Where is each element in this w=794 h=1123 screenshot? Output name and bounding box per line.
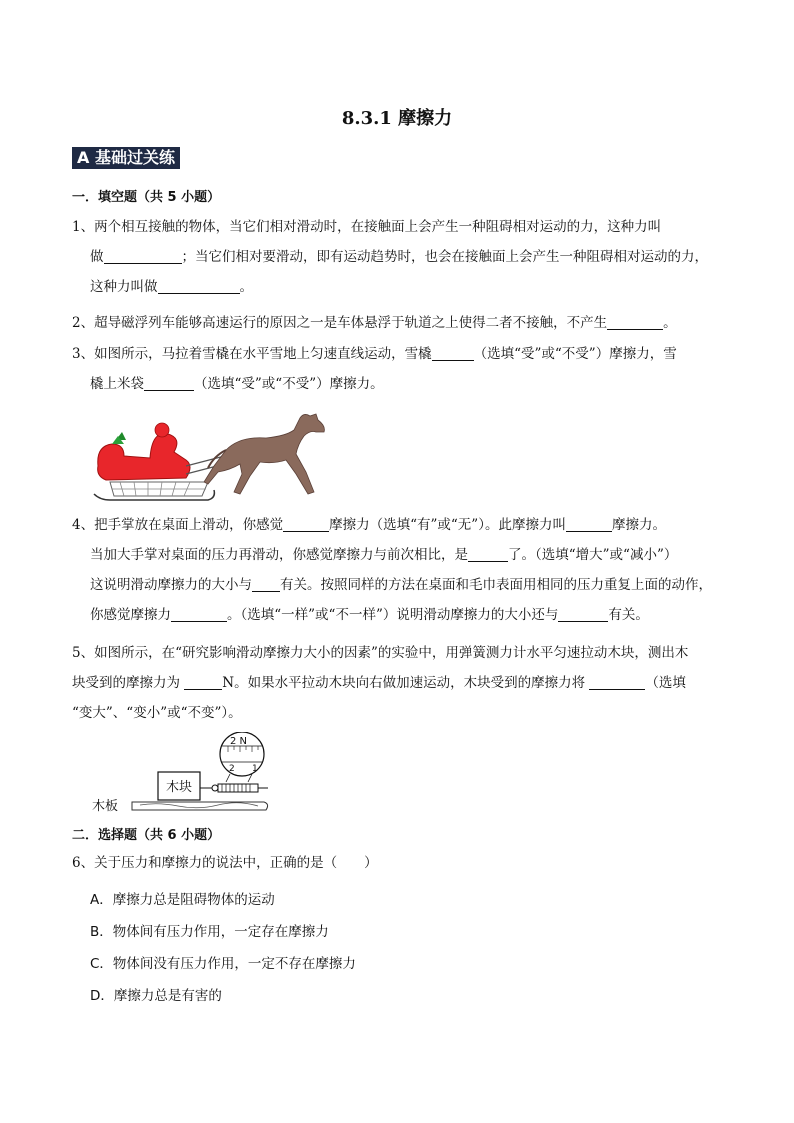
q1-blank-2[interactable] xyxy=(158,277,240,294)
question-4 xyxy=(72,510,724,630)
dial-left-label: 2 xyxy=(229,764,235,774)
q4-blank-1[interactable] xyxy=(283,515,329,532)
sleigh-body xyxy=(98,434,190,481)
q5-blank-2[interactable] xyxy=(589,673,645,690)
q1-line1: 1、两个相互接触的物体，当它们相对滑动时，在接触面上会产生一种阻碍相对运动的力，这种力叫 xyxy=(72,219,662,235)
q4-line1: 4、把手掌放在桌面上滑动，你感觉 摩擦力（选填“有”或“无”）。此摩擦力叫 摩擦力。 xyxy=(72,517,666,533)
dial-top-label: 2 N xyxy=(230,736,248,747)
question-1 xyxy=(72,212,724,302)
friction-experiment-figure xyxy=(88,732,278,814)
q2-line1: 2、超导磁浮列车能够高速运行的原因之一是车体悬浮于轨道之上使得二者不接触，不产生 。 xyxy=(72,315,677,331)
q6-option-c[interactable]: C．物体间没有压力作用，一定不存在摩擦力 xyxy=(90,956,356,972)
question-6 xyxy=(72,848,724,878)
q4-line3: 这说明滑动摩擦力的大小与 有关。按照同样的方法在桌面和毛巾表面用相同的压力重复上面的动作， xyxy=(90,577,712,593)
q1-blank-1[interactable] xyxy=(104,247,182,264)
q4-line4: 你感觉摩擦力 。（选填“一样”或“不一样”）说明滑动摩擦力的大小还与 有关。 xyxy=(90,607,649,623)
question-2 xyxy=(72,308,724,338)
block-label: 木块 xyxy=(166,780,193,795)
horse-sleigh-figure xyxy=(90,410,330,502)
q1-line3: 这种力叫做 。 xyxy=(90,279,253,295)
q3-blank-1[interactable] xyxy=(432,344,474,361)
section-heading: A 基础过关练 xyxy=(72,147,180,169)
q3-line1: 3、如图所示，马拉着雪橇在水平雪地上匀速直线运动，雪橇 （选填“受”或“不受”）摩擦力，雪 xyxy=(72,346,677,362)
question-3 xyxy=(72,339,724,399)
q4-blank-3[interactable] xyxy=(468,545,508,562)
fill-blank-heading: 一．填空题（共 5 小题） xyxy=(72,190,221,205)
q5-line2: 块受到的摩擦力为 N。如果水平拉动木块向右做加速运动，木块受到的摩擦力将 （选填 xyxy=(72,675,686,691)
q6-option-d[interactable]: D．摩擦力总是有害的 xyxy=(90,988,222,1004)
q1-line2: 做 ；当它们相对要滑动，即有运动趋势时，也会在接触面上会产生一种阻碍相对运动的力， xyxy=(90,249,708,265)
q4-blank-5[interactable] xyxy=(171,605,227,622)
q4-line2: 当加大手掌对桌面的压力再滑动，你感觉摩擦力与前次相比，是 了。（选填“增大”或“减小”） xyxy=(90,547,678,563)
q6-option-a[interactable]: A．摩擦力总是阻碍物体的运动 xyxy=(90,892,275,908)
multiple-choice-heading: 二．选择题（共 6 小题） xyxy=(72,828,221,843)
q6-stem: 6、关于压力和摩擦力的说法中，正确的是（ ） xyxy=(72,855,378,871)
page-title: 8.3.1 摩擦力 xyxy=(341,108,453,129)
q5-blank-1[interactable] xyxy=(184,673,222,690)
question-5 xyxy=(72,638,724,728)
q4-blank-2[interactable] xyxy=(566,515,612,532)
q6-option-b[interactable]: B．物体间有压力作用，一定存在摩擦力 xyxy=(90,924,329,940)
q5-line3: “变大”、“变小”或“不变”）。 xyxy=(72,705,242,721)
q4-blank-4[interactable] xyxy=(252,575,280,592)
q4-blank-6[interactable] xyxy=(558,605,608,622)
dial-right-label: 1 xyxy=(252,764,258,774)
q5-line1: 5、如图所示，在“研究影响滑动摩擦力大小的因素”的实验中，用弹簧测力计水平匀速拉动木块，测出木 xyxy=(72,645,689,661)
q3-line2: 橇上米袋 （选填“受”或“不受”）摩擦力。 xyxy=(90,376,384,392)
board-label: 木板 xyxy=(92,799,119,814)
horse xyxy=(204,414,324,494)
q2-blank-1[interactable] xyxy=(607,313,663,330)
q3-blank-2[interactable] xyxy=(144,374,194,391)
